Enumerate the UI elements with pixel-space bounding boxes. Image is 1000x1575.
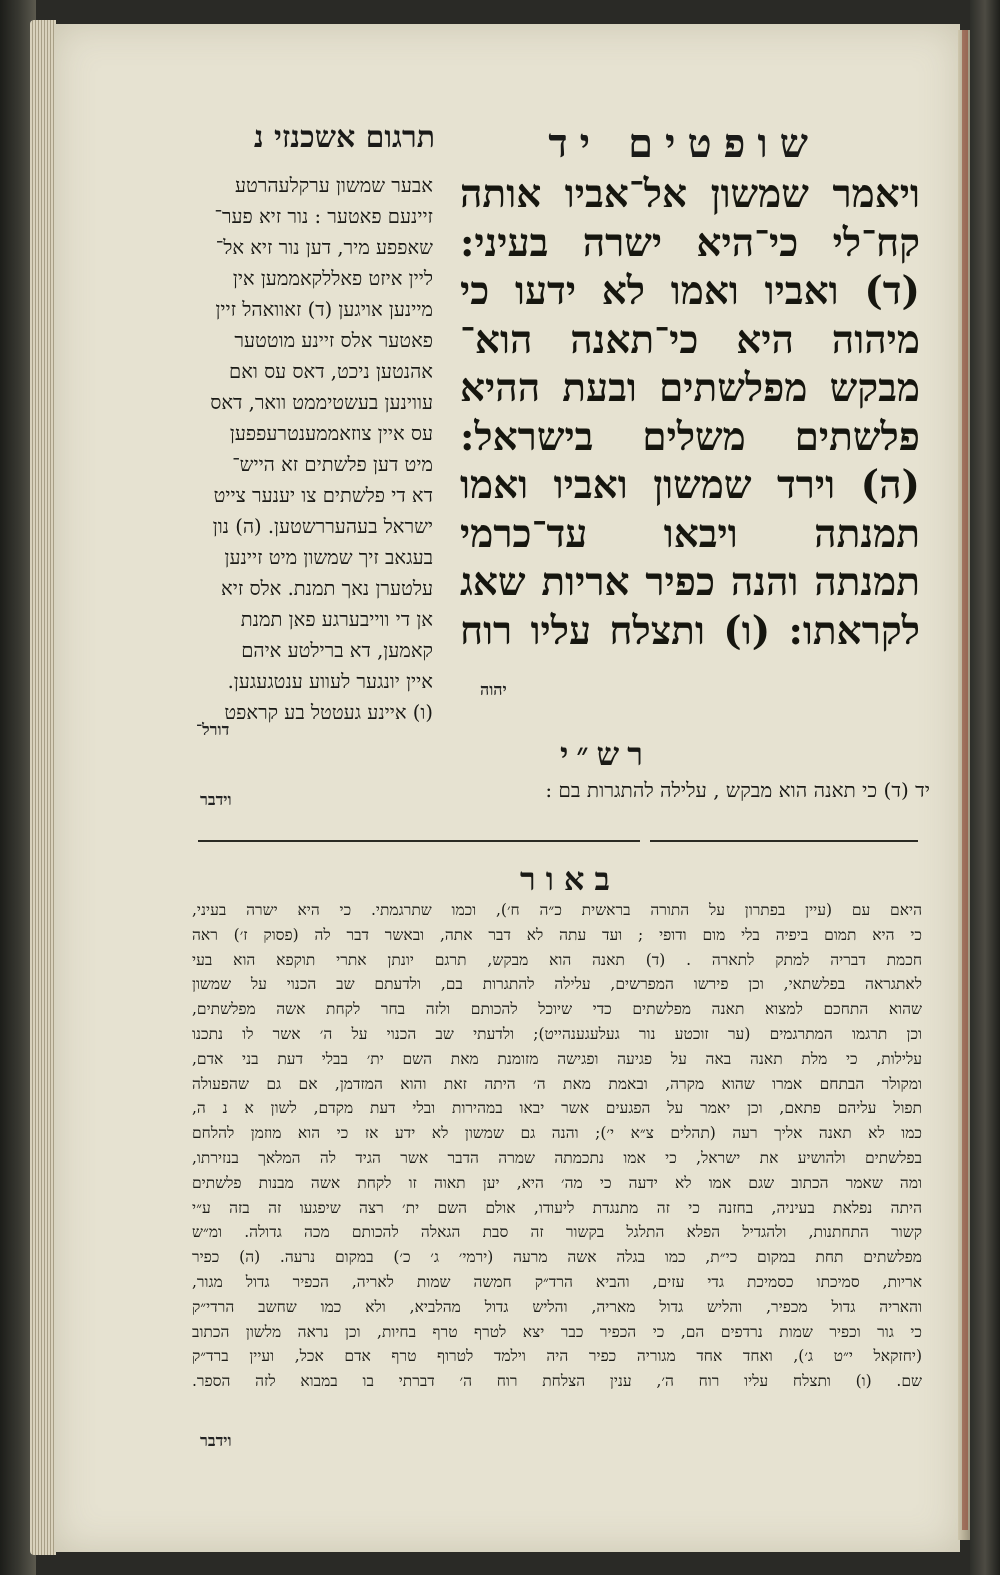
- targum-header: תרגום אשכנזי נ: [253, 120, 435, 155]
- main-text-line: (ד) ואביו ואמו לא ידעו כי: [460, 268, 920, 314]
- main-text-line: תמנתה והנה כפיר אריות שאג: [460, 559, 920, 605]
- main-text-line: מבקש מפלשתים ובעת ההיא: [460, 365, 920, 411]
- beur-line: חכמת דבריה למתק לתארה . (ד) תאנה הוא מבקש, תרגם יונתן אתרי תוקפא הוא בעי: [192, 950, 922, 969]
- divider-rule: [650, 840, 918, 842]
- main-hebrew-text: [460, 170, 920, 655]
- targum-line: עלטערן נאך תמנת. אלס זיא: [221, 577, 433, 600]
- targum-line: זיינעם פאטער : נור זיא פער־: [214, 205, 433, 228]
- beur-heading: באור: [520, 860, 620, 898]
- targum-line: קאמען, דא ברילטע איהם: [241, 639, 433, 662]
- beur-line: אריות, סמיכתו כסמיכת גדי עזים, והביא הרד״ק חמשה שמות לאריה, הכפיר גדול מגור,: [192, 1272, 922, 1291]
- rashi-commentary: יד (ד) כי תאנה הוא מבקש , עלילה להתגרות בם :: [545, 778, 930, 802]
- beur-line: וכן תרגמו המתרגמים (ער זוכטע נור געלעגענהייט); ולדעתי שב הכנוי על ה׳ אשר לו נתכנו: [192, 1024, 922, 1043]
- beur-line: כי היא תמום ביפיה בלי מום ודופי ; ועד עתה לא דבר אתה, ובאשר דבר לה (פסוק ז׳) ראה: [192, 925, 922, 944]
- beur-line: ומקולר הבתחם אמרו שהוא מקרה, ובאמת מאת ה׳ היתה זאת והוא המזדמן, אם גם שהפעולה: [192, 1074, 922, 1093]
- bookmark-strip: [962, 30, 968, 1530]
- catchword-rashi: וידבר: [200, 790, 232, 809]
- targum-line: שאפפע מיר, דען נור זיא אל־: [215, 236, 433, 259]
- beur-line: והאריה גדול מכפיר, והליש גדול מאריה, והליש גדול מהלביא, ולא כמו שחשב הרדי״ק: [192, 1297, 922, 1316]
- beur-line: שם. (ו) ותצלח עליו רוח ה׳, ענין הצלחת רוח ה׳ דברתי בו במבוא לזה הספר.: [192, 1372, 922, 1391]
- main-text-line: לקראתו: (ו) ותצלח עליו רוח: [460, 607, 920, 654]
- targum-line: מיינען אויגען (ד) זאוואהל זיין: [215, 298, 433, 321]
- beur-line: מפלשתים תחת במקום כי״ת, כמו בגלה אשה מרעה (ירמי׳ ג׳ כ׳) במקום נרעה. (ה) כפיר: [192, 1248, 922, 1267]
- targum-line: אבער שמשון ערקלעהרטע: [234, 174, 433, 197]
- main-text-line: ויאמר שמשון אל־אביו אותה: [460, 171, 920, 217]
- targum-line: איין יונגער לעווע ענטגעגען.: [227, 670, 433, 693]
- divider-rule: [198, 840, 640, 842]
- beur-line: ומה שאמר הכתוב שגם אמו לא ידעה כי מה׳ היא, יען תאוה זו לקחת אשה מבנות פלשתים: [192, 1173, 922, 1192]
- targum-line: ישראל בעהעררשטען. (ה) נון: [212, 515, 433, 538]
- targum-column: [193, 170, 433, 728]
- beur-line: היתה נפלאת בעיניה, בחזנה כי זה מתנגדת ליעודו, אולם השם ית׳ רצה שיפגעו זה בזה ע״י: [192, 1198, 922, 1217]
- beur-line: שהוא התחכם למצוא תאנה מפלשתים כדי שיוכל להכותם ולזה בחר לקחת אשה מפלשתים,: [192, 1000, 922, 1019]
- main-text-line: (ה) וירד שמשון ואביו ואמו: [460, 462, 920, 508]
- targum-line: (ו) איינע געטטל בע קראפט: [224, 701, 433, 724]
- main-header: שופטים יד: [548, 120, 820, 167]
- targum-line: אהנטען ניכט, דאס עס ואם: [229, 360, 433, 383]
- targum-line: אן די ווייבערגע פאן תמנת: [240, 608, 433, 631]
- main-text-line: תמנתה ויבאו עד־כרמי: [460, 510, 920, 557]
- targum-line: מיט דען פלשתים זא הייש־: [232, 453, 433, 476]
- beur-line: עלילות, כי מלת תאנה באה על פגיעה ופגישה מזומנת מאת השם ית׳ בבלי דעת בני אדם,: [192, 1049, 922, 1068]
- beur-line: כמו לא תאנה אליך רעה (תהלים צ״א י׳); והנה גם שמשון לא ידע אז כי הוא מוזמן להלחם: [192, 1124, 922, 1143]
- main-text-line: מיהוה היא כי־תאנה הוא־: [460, 316, 920, 363]
- rashi-heading: רש״י: [560, 735, 651, 773]
- beur-commentary: [192, 898, 922, 1394]
- book-spine-right: [970, 0, 1000, 1575]
- targum-line: ליין איזט פאללקאממען אין: [232, 267, 433, 290]
- catchword-main: יהוה: [480, 680, 507, 699]
- main-text-line: קח־לי כי־היא ישרה בעיני:: [460, 219, 920, 266]
- targum-line: בעגאב זיך שמשון מיט זיינען: [224, 546, 433, 569]
- targum-line: דא די פלשתים צו יענער צייט: [213, 484, 433, 507]
- beur-line: היאם עם (עיין בפתרון על התורה בראשית כ״ה ח׳), וכמו שתרגמתי. כי היא ישרה בעיני,: [192, 901, 922, 919]
- beur-line: לאתגראה בפלשתאי, וכן פירשו המפרשים, עלילה להתגרות בם, ולדעתם שב הכנוי על שמשון: [192, 975, 922, 994]
- beur-line: תפול עליהם פתאם, וכן יאמר על הפגעים אשר יבאו במהירות ובלי דעת מקדם, לשון א נ ה,: [192, 1099, 922, 1118]
- main-text-line: פלשתים משלים בישראל:: [460, 413, 920, 460]
- catchword-targum: דורל־: [196, 720, 230, 739]
- beur-line: בפלשתים ולהושיע את ישראל, כי אמו נתכמתה שמרה הדבר אשר הגיד לה המלאך בנזירתו,: [192, 1148, 922, 1167]
- targum-line: עס איין צוזאממענטרעפפען: [229, 422, 433, 445]
- beur-line: (יחזקאל י״ט ג׳), ואחד אחד מגוריה כפיר היה וילמד לטרוף טרף אדם אכל, ועיין ברד״ק: [192, 1347, 922, 1366]
- beur-line: כי גור וכפיר שמות נרדפים הם, כי הכפיר כבר יצא לטרף טרף בחיות, וכן נראה מלשון הכתוב: [192, 1322, 922, 1341]
- targum-line: פאטער אלס זיינע מוטטער: [234, 329, 433, 352]
- targum-line: עווינען בעשטיממט וואר, דאס: [210, 391, 433, 414]
- catchword-beur: וידבר: [200, 1431, 232, 1450]
- page-edges: [30, 20, 56, 1555]
- beur-line: קשור התחתנות, ולהגדיל הפלא התלגל בקשור זה סבת הגאלה להכותם מכה גדולה. ומ״ש: [192, 1223, 922, 1242]
